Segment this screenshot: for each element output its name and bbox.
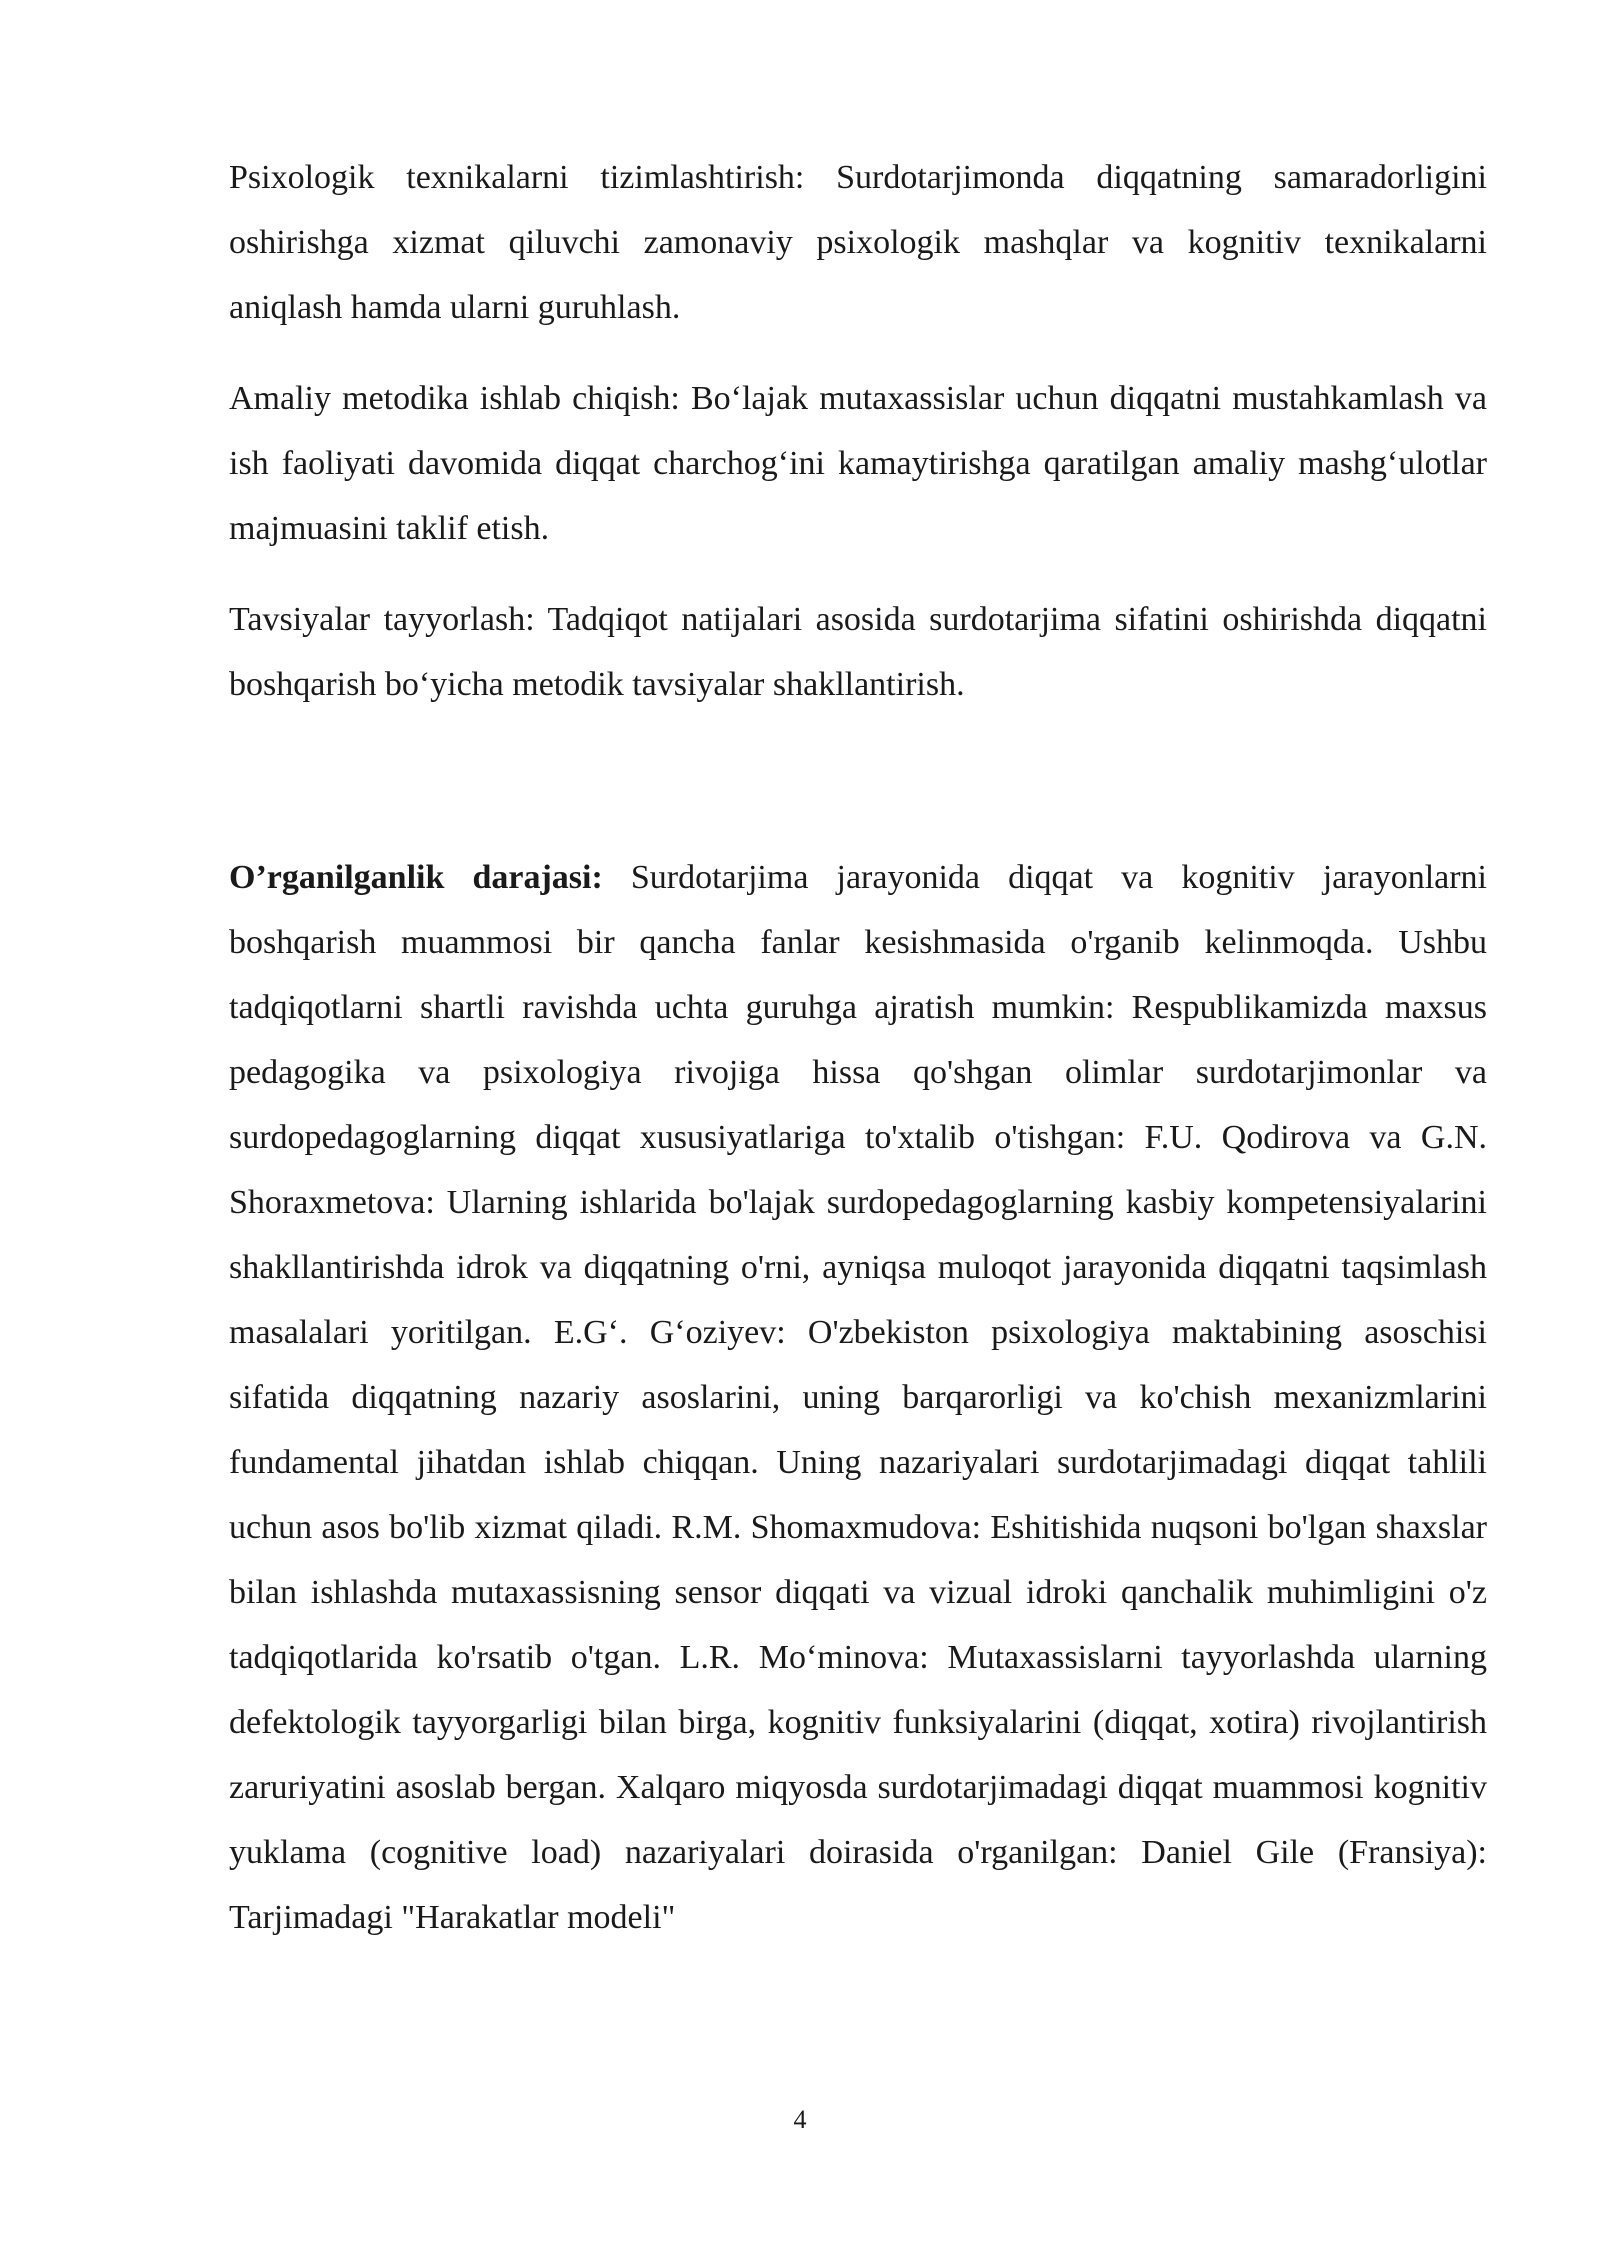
paragraph-text: Psixologik texnikalarni tizimlashtirish: Surdotarjimonda diqqatning samaradorligini oshirishga xizmat qiluvchi zamonaviy psixologik mashqlar va kognitiv texnikalarni aniqlash hamda ularni guruhlash. (229, 159, 1487, 326)
paragraph-text: Amaliy metodika ishlab chiqish: Bo‘lajak mutaxassislar uchun diqqatni mustahkamlash va ish faoliyati davomida diqqat charchog‘ini kamaytirishga qaratilgan amaliy mashg‘ulotlar majmuasini taklif etish. (229, 380, 1487, 547)
page-number: 4 (793, 2105, 807, 2134)
paragraph-text: Tavsiyalar tayyorlash: Tadqiqot natijalari asosida surdotarjima sifatini oshirishda diqqatni boshqarish bo‘yicha metodik tavsiyalar shakllantirish. (229, 601, 1487, 703)
paragraph-practical-methodology (229, 366, 1487, 561)
paragraph-research-level (229, 845, 1487, 1950)
page-content (229, 145, 1487, 1976)
paragraph-psychological-techniques (229, 145, 1487, 340)
paragraph-recommendations (229, 587, 1487, 717)
paragraph-text: Surdotarjima jarayonida diqqat va kognitiv jarayonlarni boshqarish muammosi bir qancha fanlar kesishmasida o'rganib kelinmoqda. Ushbu tadqiqotlarni shartli ravishda uchta guruhga ajratish mumkin: Respublikamizda maxsus pedagogika va psixologiya rivojiga hissa qo'shgan olimlar surdotarjimonlar va surdopedagoglarning diqqat xususiyatlariga to'xtalib o'tishgan: F.U. Qodirova va G.N. Shoraxmetova: Ularning ishlarida bo'lajak surdopedagoglarning kasbiy kompetensiyalarini shakllantirishda idrok va diqqatning o'rni, ayniqsa muloqot jarayonida diqqatni taqsimlash masalalari yoritilgan. E.G‘. G‘oziyev: O'zbekiston psixologiya maktabining asoschisi sifatida diqqatning nazariy asoslarini, uning barqarorligi va ko'chish mexanizmlarini fundamental jihatdan ishlab chiqqan. Uning nazariyalari surdotarjimadagi diqqat tahlili uchun asos bo'lib xizmat qiladi. R.M. Shomaxmudova: Eshitishida nuqsoni bo'lgan shaxslar bilan ishlashda mutaxassisning sensor diqqati va vizual idroki qanchalik muhimligini o'z tadqiqotlarida ko'rsatib o'tgan. L.R. Mo‘minova: Mutaxassislarni tayyorlashda ularning defektologik tayyorgarligi bilan birga, kognitiv funksiyalarini (diqqat, xotira) rivojlantirish zaruriyatini asoslab bergan. Xalqaro miqyosda surdotarjimadagi diqqat muammosi kognitiv yuklama (cognitive load) nazariyalari doirasida o'rganilgan: Daniel Gile (Fransiya): Tarjimadagi "Harakatlar modeli" (229, 859, 1487, 1936)
paragraph-heading: O’rganilganlik darajasi: (229, 859, 603, 896)
